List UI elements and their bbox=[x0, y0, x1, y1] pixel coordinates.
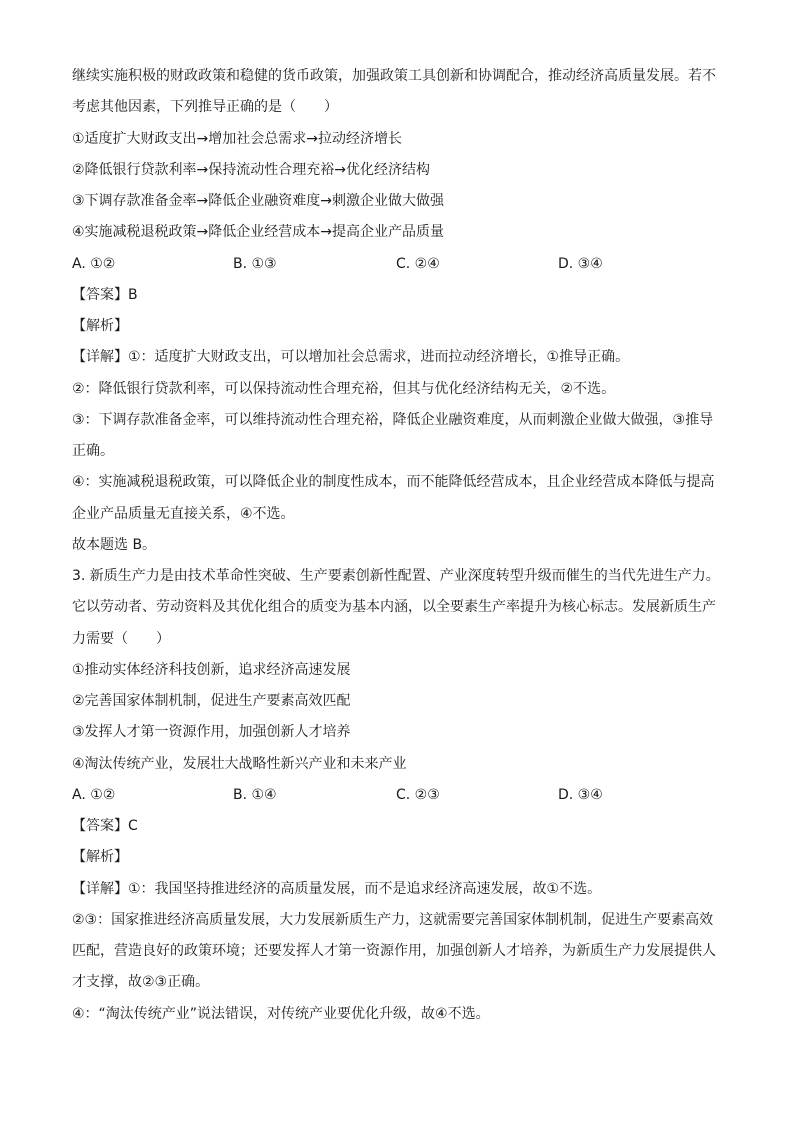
q2-detail-1: 【详解】①：适度扩大财政支出，可以增加社会总需求，进而拉动经济增长，①推导正确。 bbox=[72, 349, 630, 365]
q2-stem-line-1: 继续实施积极的财政政策和稳健的货币政策，加强政策工具创新和协调配合，推动经济高质量发展。若不 bbox=[72, 68, 716, 84]
q3-detail-1: 【详解】①：我国坚持推进经济的高质量发展，而不是追求经济高速发展，故①不选。 bbox=[72, 881, 602, 897]
q3-option-c: C. ②③ bbox=[396, 787, 440, 803]
q2-conclusion: 故本题选 B。 bbox=[72, 537, 157, 553]
q2-option-c: C. ②④ bbox=[396, 256, 440, 272]
q2-option-d: D. ③④ bbox=[558, 256, 603, 272]
q3-stem-line-3: 力需要（ ） bbox=[72, 631, 170, 647]
q2-answer: 【答案】B bbox=[72, 287, 138, 303]
q2-stem-line-2: 考虑其他因素，下列推导正确的是（ ） bbox=[72, 99, 338, 115]
q2-item-4: ④实施减税退税政策→降低企业经营成本→提高企业产品质量 bbox=[72, 224, 445, 240]
q3-answer: 【答案】C bbox=[72, 818, 138, 834]
q2-detail-3: ③：下调存款准备金率，可以维持流动性合理充裕，降低企业融资难度，从而刺激企业做大做强，③推导 bbox=[72, 412, 714, 428]
q2-option-b: B. ①③ bbox=[233, 256, 277, 272]
q3-detail-5: ④：“淘汰传统产业”说法错误，对传统产业要优化升级，故④不选。 bbox=[72, 1006, 490, 1022]
q3-stem-line-1: 3. 新质生产力是由技术革命性突破、生产要素创新性配置、产业深度转型升级而催生的当代先进生产力。 bbox=[72, 568, 720, 584]
q3-item-4: ④淘汰传统产业，发展壮大战略性新兴产业和未来产业 bbox=[72, 756, 407, 772]
q2-analysis-label: 【解析】 bbox=[72, 318, 128, 334]
q3-item-3: ③发挥人才第一资源作用，加强创新人才培养 bbox=[72, 724, 351, 740]
q2-item-3: ③下调存款准备金率→降低企业融资难度→刺激企业做大做强 bbox=[72, 193, 445, 209]
q2-detail-4: 正确。 bbox=[72, 443, 114, 459]
q3-detail-2: ②③：国家推进经济高质量发展，大力发展新质生产力，这就需要完善国家体制机制，促进生产要素高效 bbox=[72, 912, 714, 928]
q2-item-2: ②降低银行贷款利率→保持流动性合理充裕→优化经济结构 bbox=[72, 162, 431, 178]
q2-option-a: A. ①② bbox=[72, 256, 116, 272]
q2-detail-2: ②：降低银行贷款利率，可以保持流动性合理充裕，但其与优化经济结构无关，②不选。 bbox=[72, 381, 616, 397]
q3-detail-4: 才支撑，故②③正确。 bbox=[72, 974, 210, 990]
q3-option-d: D. ③④ bbox=[558, 787, 603, 803]
q3-option-b: B. ①④ bbox=[233, 787, 277, 803]
q3-option-a: A. ①② bbox=[72, 787, 116, 803]
q2-item-1: ①适度扩大财政支出→增加社会总需求→拉动经济增长 bbox=[72, 131, 403, 147]
q3-analysis-label: 【解析】 bbox=[72, 849, 128, 865]
q3-stem-line-2: 它以劳动者、劳动资料及其优化组合的质变为基本内涵，以全要素生产率提升为核心标志。发展新质生产 bbox=[72, 599, 716, 615]
q3-item-2: ②完善国家体制机制，促进生产要素高效匹配 bbox=[72, 693, 351, 709]
q3-detail-3: 匹配，营造良好的政策环境；还要发挥人才第一资源作用，加强创新人才培养，为新质生产力发展提供人 bbox=[72, 943, 716, 959]
q2-detail-6: 企业产品质量无直接关系，④不选。 bbox=[72, 506, 295, 522]
q3-item-1: ①推动实体经济科技创新，追求经济高速发展 bbox=[72, 662, 351, 678]
q2-detail-5: ④：实施减税退税政策，可以降低企业的制度性成本，而不能降低经营成本，且企业经营成本降低与提高 bbox=[72, 474, 715, 490]
